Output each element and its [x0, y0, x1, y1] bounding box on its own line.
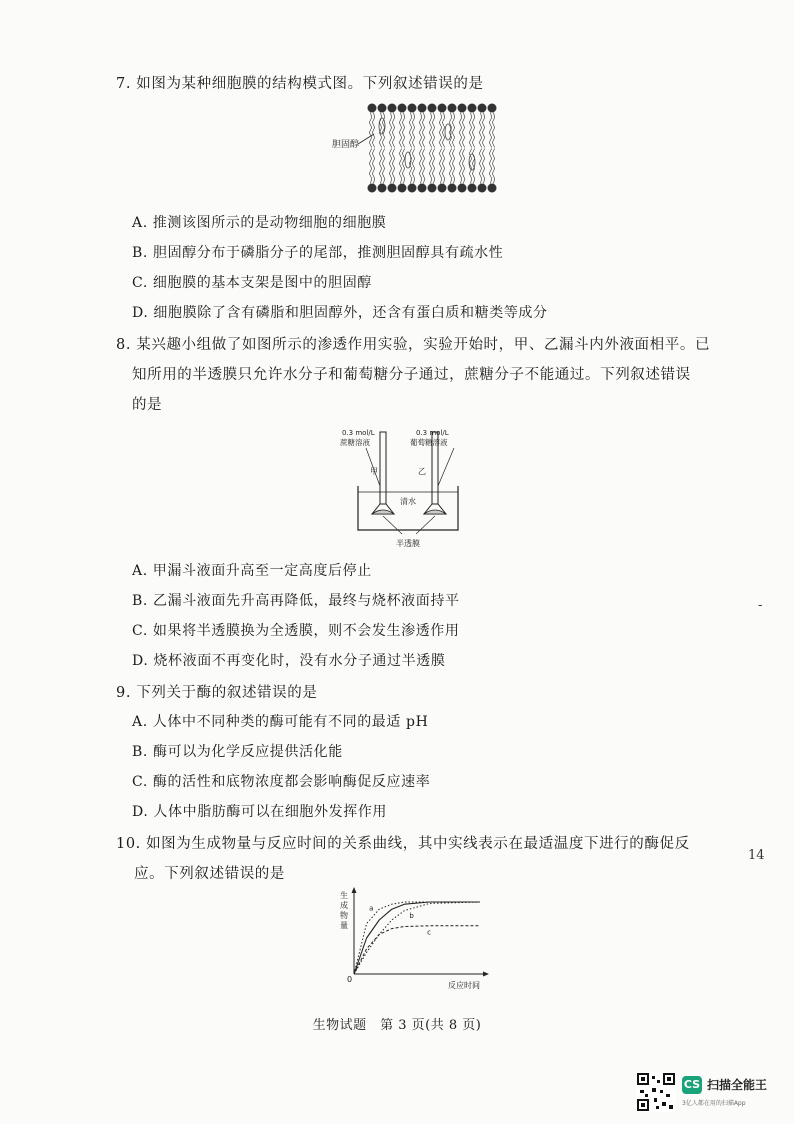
- phospholipid-head: [488, 184, 497, 193]
- right-solution-label: 葡萄糖溶液: [410, 438, 448, 447]
- q8-stem-line-1: 8. 某兴趣小组做了如图所示的渗透作用实验，实验开始时，甲、乙漏斗内外液面相平。已: [116, 337, 711, 353]
- product-time-chart: [330, 884, 490, 994]
- svg-text:成: 成: [340, 901, 348, 910]
- fatty-acid-tail: [489, 149, 491, 184]
- fatty-acid-tail: [382, 149, 384, 184]
- fatty-acid-tail: [412, 149, 414, 184]
- phospholipid-head: [438, 184, 447, 193]
- q7-stem: 7. 如图为某种细胞膜的结构模式图。下列叙述错误的是: [116, 76, 484, 92]
- fatty-acid-tail: [429, 149, 431, 184]
- q9-option-b: B. 酶可以为化学反应提供活化能: [132, 744, 343, 760]
- phospholipid-head: [408, 184, 417, 193]
- curve-label-c: c: [427, 928, 431, 937]
- q7-option-b: B. 胆固醇分布于磷脂分子的尾部，推测胆固醇具有疏水性: [132, 245, 504, 261]
- phospholipid-head: [388, 104, 397, 113]
- phospholipid-head: [378, 104, 387, 113]
- curve-b: [354, 902, 480, 974]
- phospholipid-head: [448, 184, 457, 193]
- fatty-acid-tail: [419, 113, 421, 148]
- q9-option-a: A. 人体中不同种类的酶可能有不同的最适 pH: [132, 714, 429, 730]
- x-axis-label: 反应时间: [448, 981, 480, 990]
- fatty-acid-tail: [369, 113, 371, 148]
- phospholipid-head: [418, 104, 427, 113]
- svg-text:物: 物: [340, 911, 348, 920]
- phospholipid-head: [478, 104, 487, 113]
- fatty-acid-tail: [409, 113, 411, 148]
- camscanner-name: 扫描全能王: [707, 1078, 768, 1092]
- curve-label-a: a: [369, 904, 374, 913]
- fatty-acid-tail: [482, 149, 484, 184]
- fatty-acid-tail: [469, 113, 471, 148]
- phospholipid-head: [478, 184, 487, 193]
- q8-option-b: B. 乙漏斗液面先升高再降低，最终与烧杯液面持平: [132, 593, 460, 609]
- q9-stem: 9. 下列关于酶的叙述错误的是: [116, 685, 318, 701]
- q9-option-c: C. 酶的活性和底物浓度都会影响酶促反应速率: [132, 774, 431, 790]
- water-label: 清水: [400, 497, 416, 506]
- fatty-acid-tail: [462, 113, 464, 148]
- fatty-acid-tail: [369, 149, 371, 184]
- phospholipid-head: [398, 104, 407, 113]
- fatty-acid-tail: [479, 149, 481, 184]
- fatty-acid-tail: [392, 149, 394, 184]
- q8-stem-line-3: 的是: [132, 397, 163, 413]
- q8-stem-line-2: 知所用的半透膜只允许水分子和葡萄糖分子通过，蔗糖分子不能通过。下列叙述错误: [132, 367, 691, 383]
- fatty-acid-tail: [462, 149, 464, 184]
- curve-a: [354, 902, 480, 974]
- fatty-acid-tail: [472, 113, 474, 148]
- phospholipid-head: [388, 184, 397, 193]
- fatty-acid-tail: [452, 113, 454, 148]
- phospholipid-head: [468, 184, 477, 193]
- phospholipid-head: [438, 104, 447, 113]
- curve-label-b: b: [409, 911, 414, 920]
- fatty-acid-tail: [399, 149, 401, 184]
- q8-option-d: D. 烧杯液面不再变化时，没有水分子通过半透膜: [132, 653, 446, 669]
- fatty-acid-tail: [419, 149, 421, 184]
- fatty-acid-tail: [422, 113, 424, 148]
- fatty-acid-tail: [442, 113, 444, 148]
- q7-option-a: A. 推测该图所示的是动物细胞的细胞膜: [132, 215, 387, 231]
- camscanner-logo-icon: CS: [682, 1076, 702, 1094]
- funnel-jia-label: 甲: [370, 467, 378, 476]
- page-footer: 生物试题 第 3 页(共 8 页): [312, 1018, 482, 1033]
- phospholipid-head: [468, 104, 477, 113]
- fatty-acid-tail: [492, 149, 494, 184]
- fatty-acid-tail: [432, 113, 434, 148]
- right-conc-label: 0.3 mol/L: [416, 429, 449, 437]
- fatty-acid-tail: [372, 113, 374, 148]
- y-axis-label: [340, 890, 348, 930]
- phospholipid-head: [428, 104, 437, 113]
- origin-label: 0: [347, 975, 353, 984]
- osmosis-figure: [330, 426, 470, 550]
- phospholipid-head: [458, 184, 467, 193]
- fatty-acid-tail: [479, 113, 481, 148]
- q10-stem-line-2: 应。下列叙述错误的是: [134, 866, 285, 882]
- camscanner-tagline: 3亿人都在用的扫描App: [682, 1100, 746, 1107]
- phospholipid-head: [448, 104, 457, 113]
- membrane-label: 半透膜: [396, 539, 420, 548]
- left-solution-label: 蔗糖溶液: [340, 438, 370, 447]
- phospholipid-head: [488, 104, 497, 113]
- fatty-acid-tail: [439, 149, 441, 184]
- cholesterol-molecule: [445, 124, 451, 140]
- fatty-acid-tail: [412, 113, 414, 148]
- beaker: [358, 486, 458, 530]
- fatty-acid-tail: [459, 113, 461, 148]
- fatty-acid-tail: [399, 113, 401, 148]
- q8-option-c: C. 如果将半透膜换为全透膜，则不会发生渗透作用: [132, 623, 460, 639]
- fatty-acid-tail: [492, 113, 494, 148]
- fatty-acid-tail: [459, 149, 461, 184]
- edge-mark-page: 14: [748, 848, 765, 863]
- curve-solid: [354, 902, 480, 974]
- fatty-acid-tail: [482, 113, 484, 148]
- funnel-yi-label: 乙: [418, 467, 426, 476]
- q8-option-a: A. 甲漏斗液面升高至一定高度后停止: [132, 563, 372, 579]
- fatty-acid-tail: [402, 149, 404, 184]
- svg-text:生: 生: [340, 891, 348, 900]
- fatty-acid-tail: [429, 113, 431, 148]
- svg-text:量: 量: [340, 921, 348, 930]
- phospholipid-head: [378, 184, 387, 193]
- fatty-acid-tail: [402, 113, 404, 148]
- q10-stem-line-1: 10. 如图为生成物量与反应时间的关系曲线，其中实线表示在最适温度下进行的酶促反: [116, 836, 690, 852]
- y-axis-arrow: [352, 887, 357, 893]
- fatty-acid-tail: [452, 149, 454, 184]
- phospholipid-head: [368, 104, 377, 113]
- q7-option-d: D. 细胞膜除了含有磷脂和胆固醇外，还含有蛋白质和糖类等成分: [132, 305, 548, 321]
- phospholipid-head: [458, 104, 467, 113]
- phospholipid-head: [408, 104, 417, 113]
- cholesterol-molecule: [405, 152, 411, 168]
- left-conc-label: 0.3 mol/L: [342, 429, 375, 437]
- phospholipid-head: [368, 184, 377, 193]
- cholesterol-label: 胆固醇: [332, 140, 360, 150]
- fatty-acid-tail: [442, 149, 444, 184]
- qr-code-icon: [636, 1072, 676, 1112]
- fatty-acid-tail: [379, 149, 381, 184]
- fatty-acid-tail: [422, 149, 424, 184]
- q9-option-d: D. 人体中脂肪酶可以在细胞外发挥作用: [132, 804, 388, 820]
- fatty-acid-tail: [489, 113, 491, 148]
- edge-mark-dash: -: [758, 598, 763, 613]
- curve-c: [354, 926, 480, 974]
- fatty-acid-tail: [389, 149, 391, 184]
- phospholipid-head: [428, 184, 437, 193]
- fatty-acid-tail: [432, 149, 434, 184]
- fatty-acid-tail: [439, 113, 441, 148]
- fatty-acid-tail: [389, 113, 391, 148]
- phospholipid-head: [398, 184, 407, 193]
- fatty-acid-tail: [372, 149, 374, 184]
- x-axis-arrow: [483, 972, 489, 977]
- cell-membrane-figure: [330, 96, 500, 202]
- fatty-acid-tail: [449, 149, 451, 184]
- fatty-acid-tail: [392, 113, 394, 148]
- phospholipid-head: [418, 184, 427, 193]
- q7-option-c: C. 细胞膜的基本支架是图中的胆固醇: [132, 275, 372, 291]
